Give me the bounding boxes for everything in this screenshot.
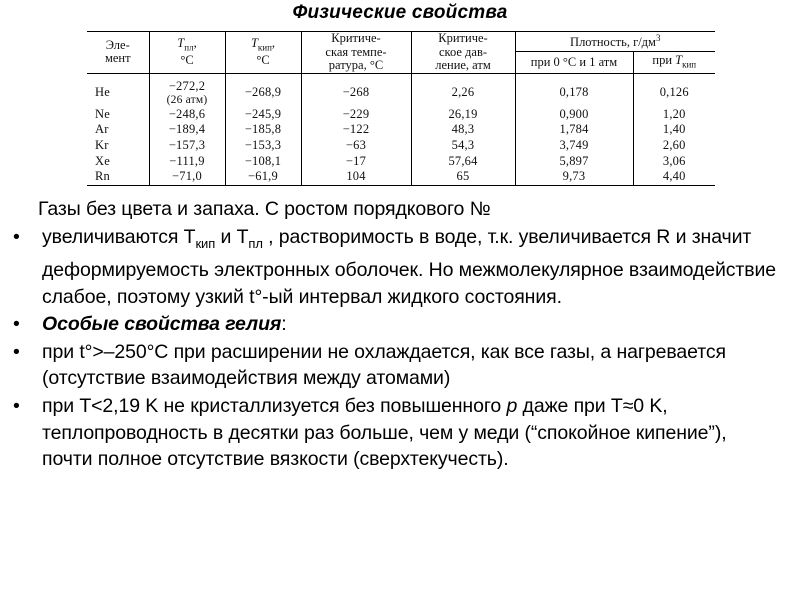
col-header-density-boiling-subscript: кип	[682, 59, 697, 70]
col-header-melting-subscript: пл	[184, 42, 194, 53]
cell-element: Kr	[95, 138, 109, 153]
superfluid-pressure-symbol: p	[506, 395, 518, 418]
col-header-critical-pressure	[411, 32, 515, 73]
cell-boiling-point: −268,9	[225, 73, 301, 107]
col-header-boiling-symbol: T	[250, 36, 258, 51]
col-header-density-boiling-prefix: при	[652, 53, 676, 68]
slide-body	[0, 196, 800, 474]
bullet-icon: •	[13, 313, 20, 336]
cell-density-boil: 0,126	[633, 73, 715, 107]
trends-subscript-melting: пл	[248, 235, 263, 251]
table-row	[87, 107, 715, 123]
bullet-item-trends	[0, 224, 800, 311]
superfluid-text-part1: при T<2,19 K не кристаллизуется без повышенного	[42, 395, 507, 418]
cell-critical-press: 26,19	[411, 107, 515, 123]
cell-melting-point: −111,9	[149, 154, 225, 170]
page-title: Физические свойства	[292, 2, 508, 23]
cell-density-boil: 1,40	[633, 122, 715, 138]
table-row	[87, 73, 715, 107]
cell-melting-point: −189,4	[149, 122, 225, 138]
cell-critical-temp: −17	[301, 154, 411, 170]
col-header-density-standard	[515, 52, 633, 73]
cell-boiling-point: −61,9	[225, 169, 301, 185]
col-header-critical-temperature	[301, 32, 411, 73]
col-header-element-line1: Эле-	[105, 37, 130, 52]
bullet-icon: •	[13, 225, 20, 248]
cell-critical-temp: −63	[301, 138, 411, 154]
table-row	[87, 154, 715, 170]
trends-text-part1: увеличиваются T	[42, 225, 196, 248]
cell-element: He	[95, 84, 110, 99]
col-header-crit-temp-line1: Критиче-	[331, 31, 381, 45]
trends-subscript-boiling: кип	[195, 235, 216, 251]
cell-critical-press: 2,26	[411, 73, 515, 107]
cell-melting-point	[149, 73, 225, 107]
col-header-density-boiling-symbol: T	[675, 53, 683, 68]
cell-density-std: 9,73	[515, 169, 633, 185]
cell-density-boil: 1,20	[633, 107, 715, 123]
trends-text-part3: , растворимость в воде, т.к. увеличивается R и значит деформируемость электронных оболочек. Но межмолекулярное взаимодействие слабое, поэтому узкий t°-ый интервал жидкого состояния.	[42, 225, 777, 308]
col-header-crit-press-line1: Критиче-	[438, 31, 488, 45]
table-body	[87, 73, 715, 185]
bullet-icon: •	[13, 395, 20, 418]
cell-critical-temp: 104	[301, 169, 411, 185]
table-row	[87, 122, 715, 138]
cell-critical-temp: −268	[301, 73, 411, 107]
col-header-density-standard-label: при 0 °C и 1 атм	[530, 54, 618, 69]
trends-text-part2: и T	[215, 225, 249, 248]
col-header-boiling-point: $T_{кип}$, °C	[225, 32, 301, 73]
cell-critical-temp: −122	[301, 122, 411, 138]
superfluid-text-part2: даже при T≈0 K, теплопроводность в десятки раз больше, чем у меди (“спокойное кипение”), почти полное отсутствие вязкости (сверхтекучесть).	[42, 395, 727, 471]
col-header-melting-symbol: T	[177, 36, 185, 51]
col-header-crit-press-line2: ское дав-	[438, 44, 488, 59]
col-header-crit-press-line3: ление, атм	[435, 58, 491, 72]
table-row	[87, 138, 715, 154]
cell-boiling-point: −153,3	[225, 138, 301, 154]
cell-density-std: 0,178	[515, 73, 633, 107]
intro-text: Газы без цвета и запаха. С ростом порядкового №	[38, 198, 491, 220]
intro-paragraph	[0, 196, 800, 223]
cell-density-boil: 4,40	[633, 169, 715, 185]
cell-boiling-point: −245,9	[225, 107, 301, 123]
cell-element: Rn	[95, 169, 110, 184]
helium-heading-colon: :	[281, 313, 287, 336]
cell-density-std: 0,900	[515, 107, 633, 123]
cell-density-boil: 3,06	[633, 154, 715, 170]
cell-boiling-point: −108,1	[225, 154, 301, 170]
cell-element: Ar	[95, 122, 109, 137]
helium-heading-text: Особые свойства гелия	[42, 313, 282, 336]
col-header-density-at-boiling	[633, 52, 715, 73]
bullet-icon: •	[13, 340, 20, 363]
cell-melting-point: −71,0	[149, 169, 225, 185]
table-row	[87, 169, 715, 185]
col-header-crit-temp-line3: ратура, °C	[328, 58, 384, 72]
col-header-melting-unit: °C	[180, 52, 194, 67]
col-header-density-label: Плотность, г/дм	[570, 35, 656, 50]
cell-critical-press: 57,64	[411, 154, 515, 170]
cell-density-std: 5,897	[515, 154, 633, 170]
cell-melting-note: (26 атм)	[166, 94, 208, 107]
col-header-density-exponent: 3	[655, 32, 661, 43]
cell-melting-point: −248,6	[149, 107, 225, 123]
bullet-item-helium-heading	[0, 311, 800, 338]
physical-properties-table	[87, 31, 715, 186]
cell-critical-press: 48,3	[411, 122, 515, 138]
col-header-boiling-subscript: кип	[257, 42, 272, 53]
cell-critical-press: 54,3	[411, 138, 515, 154]
helium-expansion-text: при t°>–250°C при расширении не охлаждается, как все газы, а нагревается (отсутствие взаимодействия между атомами)	[42, 340, 726, 390]
cell-melting-point: −157,3	[149, 138, 225, 154]
cell-critical-press: 65	[411, 169, 515, 185]
col-header-density-group	[515, 32, 715, 52]
bullet-item-helium-superfluid	[0, 393, 800, 473]
cell-density-std: 3,749	[515, 138, 633, 154]
col-header-boiling-unit: °C	[256, 52, 270, 67]
bullet-item-helium-expansion	[0, 339, 800, 392]
col-header-element-line2: мент	[104, 51, 131, 66]
cell-element: Ne	[95, 106, 110, 121]
cell-critical-temp: −229	[301, 107, 411, 123]
cell-density-boil: 2,60	[633, 138, 715, 154]
col-header-crit-temp-line2: ская темпе-	[325, 44, 387, 59]
cell-element: Xe	[95, 153, 110, 168]
cell-density-std: 1,784	[515, 122, 633, 138]
col-header-element	[87, 32, 149, 73]
cell-melting-value: −272,2	[168, 78, 206, 93]
col-header-melting-point: $T_{пл}$, °C	[149, 32, 225, 73]
cell-boiling-point: −185,8	[225, 122, 301, 138]
